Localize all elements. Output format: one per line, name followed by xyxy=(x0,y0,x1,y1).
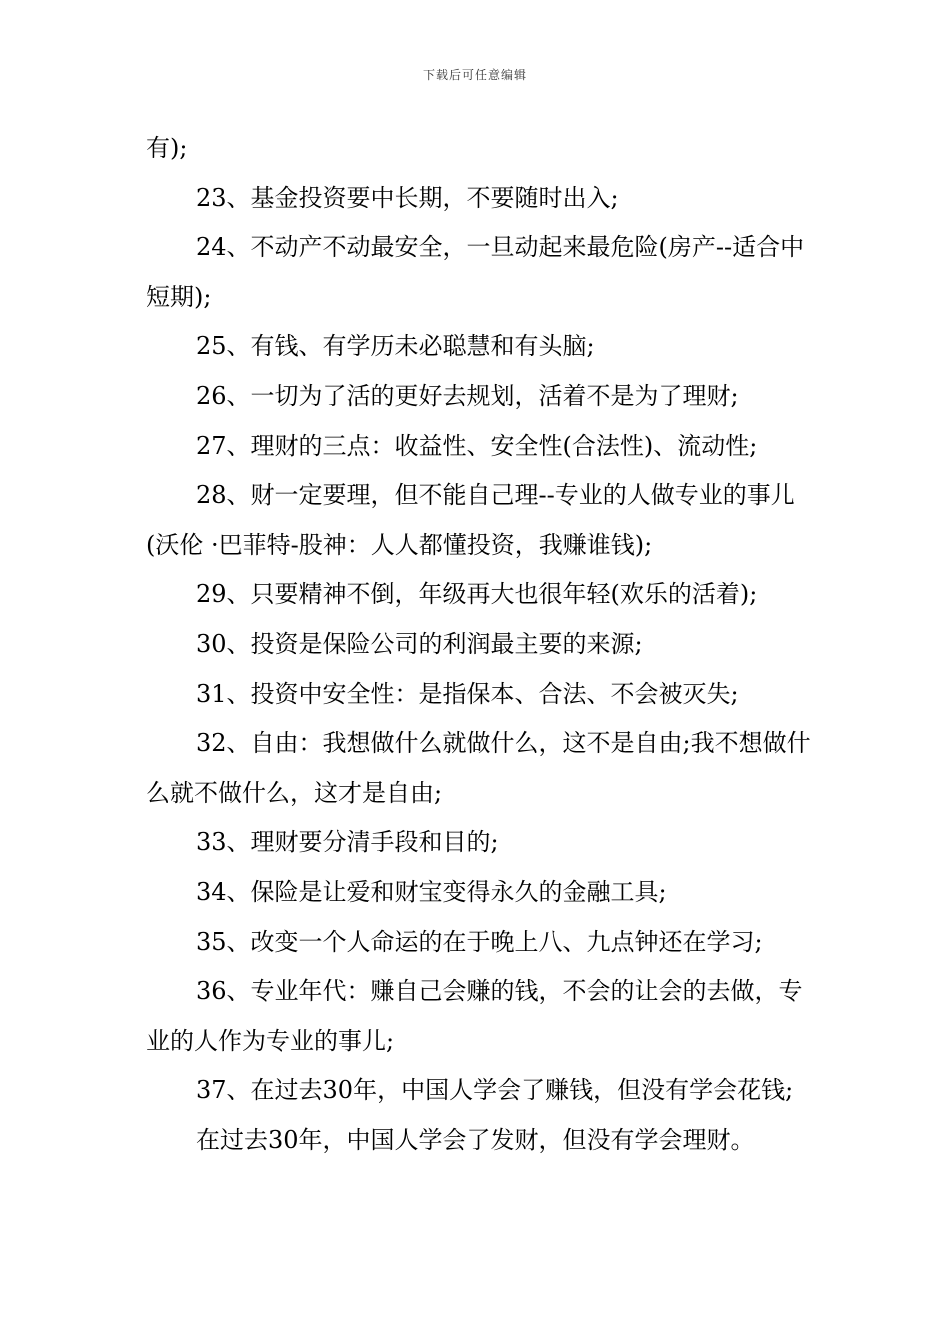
paragraph-6: 28、财一定要理，但不能自己理--专业的人做专业的事儿(沃伦 ·巴菲特-股神：人人都懂投资，我赚谁钱); xyxy=(146,481,795,559)
paragraph-2: 24、不动产不动最安全，一旦动起来最危险(房产--适合中短期); xyxy=(146,233,805,311)
paragraph-14: 36、专业年代：赚自己会赚的钱，不会的让会的去做，专业的人作为专业的事儿; xyxy=(146,977,803,1055)
paragraph-4: 26、一切为了活的更好去规划，活着不是为了理财; xyxy=(196,381,739,410)
paragraph-12: 34、保险是让爱和财宝变得永久的金融工具; xyxy=(196,877,667,906)
paragraph-3: 25、有钱、有学历未必聪慧和有头脑; xyxy=(196,332,595,361)
paragraph-8: 30、投资是保险公司的利润最主要的来源; xyxy=(196,629,643,658)
paragraph-13: 35、改变一个人命运的在于晚上八、九点钟还在学习; xyxy=(196,927,763,956)
document-body xyxy=(146,124,826,1165)
paragraph-0: 有); xyxy=(146,134,188,162)
paragraph-10: 32、自由：我想做什么就做什么，这不是自由;我不想做什么就不做什么，这才是自由; xyxy=(146,729,811,807)
page-header: 下载后可任意编辑 xyxy=(422,68,527,82)
paragraph-7: 29、只要精神不倒，年级再大也很年轻(欢乐的活着); xyxy=(196,580,758,609)
paragraph-11: 33、理财要分清手段和目的; xyxy=(196,828,499,857)
paragraph-1: 23、基金投资要中长期，不要随时出入; xyxy=(196,183,619,212)
paragraph-5: 27、理财的三点：收益性、安全性(合法性)、流动性; xyxy=(196,431,758,460)
paragraph-15: 37、在过去30年，中国人学会了赚钱，但没有学会花钱; xyxy=(196,1076,794,1105)
paragraph-9: 31、投资中安全性：是指保本、合法、不会被灭失; xyxy=(196,679,739,708)
paragraph-16: 在过去30年，中国人学会了发财，但没有学会理财。 xyxy=(196,1125,755,1154)
